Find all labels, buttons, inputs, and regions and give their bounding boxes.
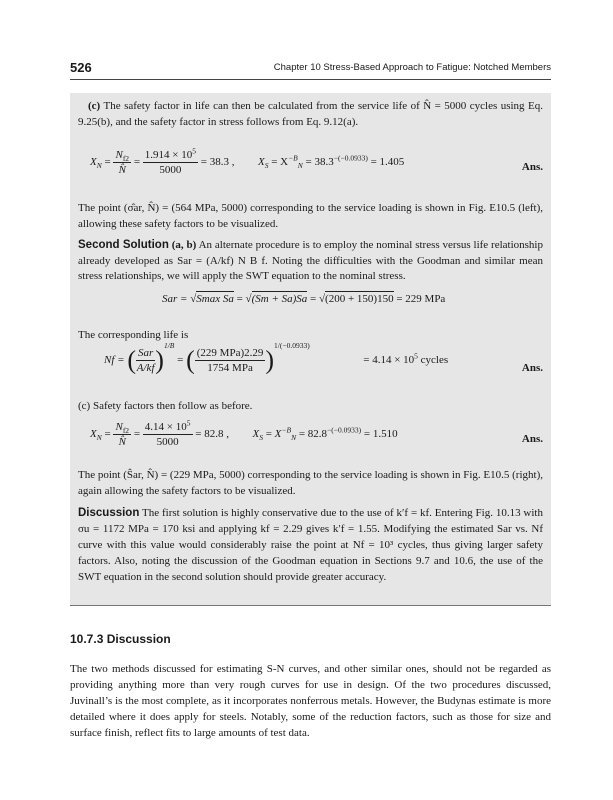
xs-base: = 38.3 [305,156,334,169]
para-service-point-1-text: The point (σ̂ar, N̂) = (564 MPa, 5000) corresponding to the service loading is shown in Fig. E10.5 (left), allowing these safety factors to be visualized. [78,202,543,230]
xn2-value-fraction [143,418,193,448]
nf-inner-num: Sar [138,347,154,359]
nf-num2: (229 MPa)2.29 [196,347,264,359]
discussion-box-title: Discussion [78,507,140,519]
section-title: 10.7.3 Discussion [70,632,171,646]
equation-safety-factors-2: $X_N$ = $\frac{N_{f2}}{N̂}$ = $\frac{4.14 \times 10^5}{5000}$ = 82.8 , $X_S = X^{-B}_N = 82.8^{-(-0.0933)} = 1.510$ Ans. [90,418,543,448]
xn-value-fraction [143,146,198,176]
header-rule [70,79,551,80]
para-service-point-2 [78,468,543,499]
nf-exp1: 1/B [163,341,175,351]
para-service-point-1 [78,201,543,232]
nf-result-unit: cycles [420,354,449,367]
xn2-num-exp: 5 [186,418,191,428]
sar-result: = 229 MPa [396,293,446,305]
second-solution-text: An alternate procedure is to employ the nominal stress versus life relationship already developed as Sar = (A/kf) N B f. Noting the difficulties with the Goodman and similar mean stress relationships, we will apply the SWT equation to the nominal stress. [78,239,543,282]
xn-fraction [113,149,131,176]
xn2-den-val: 5000 [156,436,179,448]
xn-frac-num-sub: f2 [122,154,130,164]
nf-den2: 1754 MPa [207,362,253,374]
xn2-num-val: 4.14 × 10 [144,421,187,433]
second-solution [78,238,543,285]
part-c-text: The safety factor in life can then be calculated from the service life of N̂ = 5000 cycles using Eq. 9.25(b), and the safety factor in stress follows from Eq. 9.12(a). [78,100,543,128]
xn-frac-den: N̂ [118,164,126,176]
example-box [70,93,551,606]
life-intro-text: The corresponding life is [78,329,189,341]
xs-rhs-sup: −B [288,153,298,163]
sar-rad3: (200 + 150)150 [325,293,394,305]
xs-rhs: = X [271,156,289,169]
answer-mark-1: Ans. [521,161,543,173]
equation-safety-factors-1: $X_N$ = $\frac{N_{f2}}{N̂}$ = $\frac{1.914 \times 10^5}{5000}$ = 38.3 , $X_S = X^{-B}_N = 38.3^{-(-0.0933)} = 1.405$ Ans. [90,146,543,176]
nf-result-exp: 5 [414,351,418,361]
part-c-label: (c) [88,100,101,112]
sar-rad2: (Sm + Sa)Sa [251,293,308,305]
part-c2-text: Safety factors then follow as before. [92,400,253,412]
answer-mark-3: Ans. [521,433,543,445]
page-number: 526 [70,60,92,75]
xs-result: = 1.405 [370,156,405,169]
xn-symbol: X [90,156,97,169]
xs-symbol: X [257,156,265,169]
second-solution-title: Second Solution [78,239,169,251]
xn-sub: N [96,161,102,171]
xn2-result: = 82.8 , [195,428,229,441]
part-c2-label: (c) [78,400,91,412]
nf-inner-den: A/kf [136,362,155,374]
sar-rad1: Smax Sa [196,293,234,305]
sar-lhs: Sar = [162,293,188,305]
xs-rhs-sub: N [297,161,303,171]
xn-den-val: 5000 [159,164,182,176]
life-intro [78,328,543,344]
part-c-second [78,399,543,415]
xn-frac-num: N [115,149,123,161]
nf-exp2: 1/(−0.0933) [274,341,310,351]
section-discussion-text: The two methods discussed for estimating S-N curves, and other similar ones, should not be regarded as providing anything more than very rough curves for use in design. Of the two procedures discussed, Juvinall’s is the most complete, as it incorporates nonferrous metals. However, the Budynas estimate is more detailed where it does apply for steels. Notably, some of the reduction factors, such as those for size and surface finish, reflect fits to large amounts of test data. [70,663,551,739]
discussion-box-text: The first solution is highly conservative due to the use of k′f = kf. Entering Fig. 10.13 with σu = 1172 MPa = 170 ksi and applying kf = 2.29 gives k′f = 1.55. Modifying the estimated Sar vs. Nf curve with this value would considerably raise the point at Nf = 10³ cycles, thus giving larger safety factors. Also, noting the discussion of the Goodman equation in Sections 9.7 and 10.6, the use of the SWT equation in the second solution should provide greater accuracy. [78,507,543,583]
page-header [70,60,551,78]
xs2-result: = 1.510 [363,428,398,441]
equation-sar: Sar = √Smax Sa = √(Sm + Sa)Sa = √(200 + 150)150 = 229 MPa [162,293,446,305]
xs2-base: = 82.8 [298,428,328,441]
xs-exp: −(−0.0933) [333,153,368,163]
nf-lhs: Nf = [104,354,125,367]
para-service-point-2-text: The point (Ŝar, N̂) = (229 MPa, 5000) corresponding to the service loading is shown in Fig. E10.5 (right), again allowing the safety factors to be visualized. [78,469,543,497]
xn-num-val: 1.914 × 10 [144,149,193,161]
xs-sub: S [264,161,269,171]
discussion-in-box [78,505,543,585]
equation-nf: Nf = ( $\frac{\text{Sar}}{A/kf}$ )$^{1/B}$ = ( $\frac{\text{(229 MPa)2.29}}{\text{1754 MPa}}$ )$^{1/(-0.0933)} = 4.14 \times 10^5$ cycles Ans. [104,341,543,375]
second-solution-label: (a, b) [171,239,197,251]
section-discussion [70,661,551,741]
xn-result: = 38.3 , [200,156,235,169]
answer-mark-2: Ans. [521,362,543,374]
xn-num-exp: 5 [192,146,196,156]
part-c-intro [78,99,543,130]
nf-result-val: = 4.14 × 10 [363,354,415,367]
running-head: Chapter 10 Stress-Based Approach to Fatigue: Notched Members [273,62,551,73]
xs2-exp: −(−0.0933) [327,425,362,435]
